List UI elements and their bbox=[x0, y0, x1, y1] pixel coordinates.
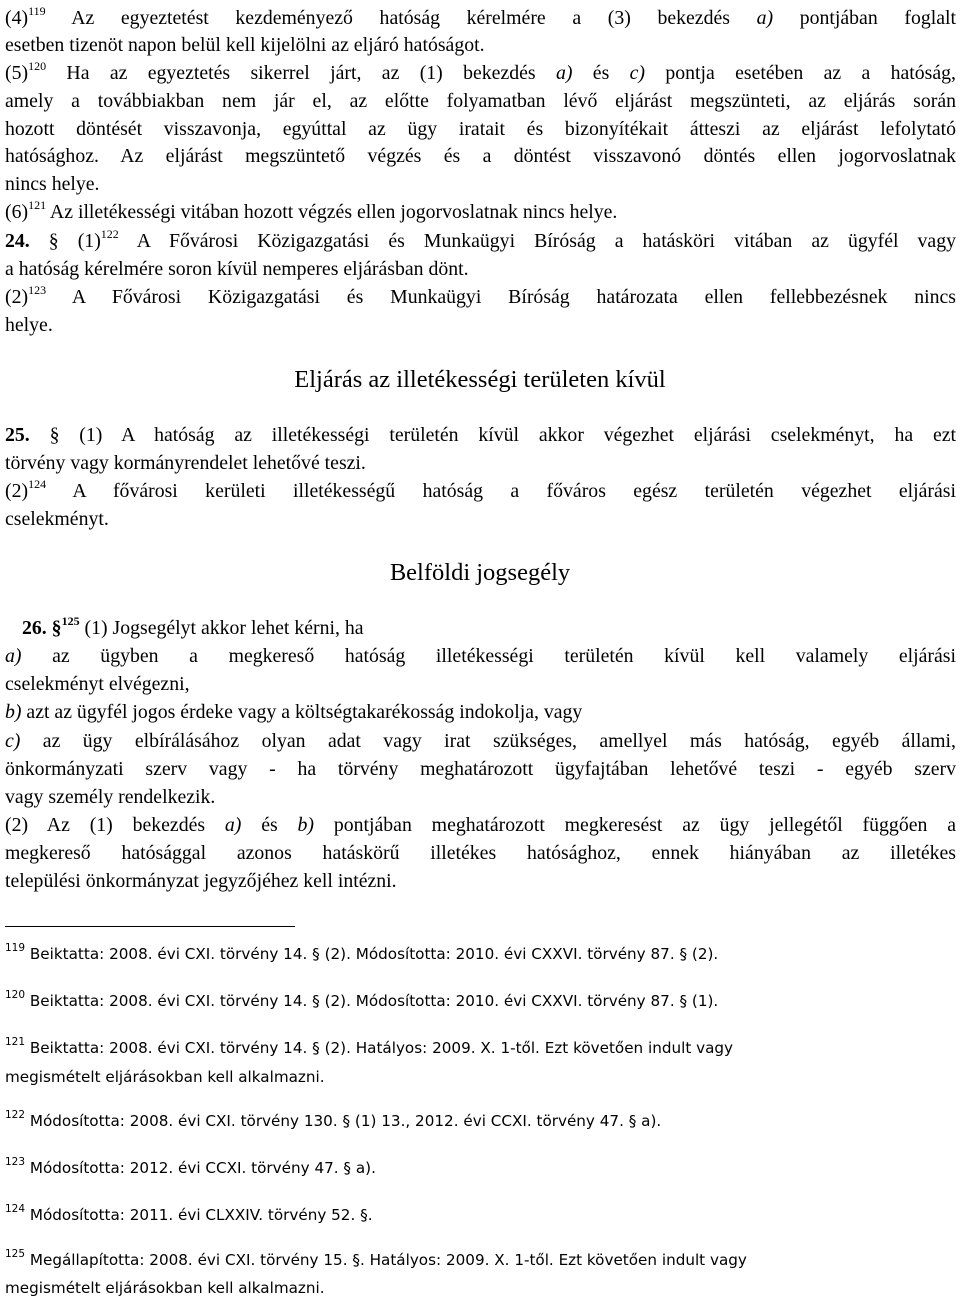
paragraph-line: nincs helye. bbox=[5, 173, 100, 195]
section-number: 25. bbox=[5, 424, 30, 446]
paragraph-line: $(2)^{123}$ A Fővárosi Közigazgatási és Munkaügyi Bíróság határozata ellen fellebbezésnek nincs bbox=[5, 283, 956, 308]
footnote-number: 119 bbox=[5, 942, 26, 954]
paragraph-line: megkereső hatósággal azonos hatáskörű illetékes hatósághoz, ennek hiányában az illetékes bbox=[5, 842, 956, 864]
footnote-number: 122 bbox=[5, 1109, 26, 1121]
paragraph-line: települési önkormányzat jegyzőjéhez kell intézni. bbox=[5, 870, 397, 892]
paragraph-line: $(2)^{124}$ A fővárosi kerületi illetékességű hatóság a főváros egész területén végezhet eljárási bbox=[5, 477, 956, 502]
section-number: 24. bbox=[5, 230, 30, 252]
paragraph-line: b) azt az ügyfél jogos érdeke vagy a költségtakarékosság indokolja, vagy bbox=[5, 701, 583, 723]
paragraph-line: (2) Az (1) bekezdés a) és b) pontjában meghatározott megkeresést az ügy jellegétől függően a bbox=[5, 814, 956, 836]
paragraph-line: önkormányzati szerv vagy - ha törvény meghatározott ügyfajtában lehetővé teszi - egyéb szerv bbox=[5, 758, 956, 780]
paragraph-line: $(6)^{121}$ Az illetékességi vitában hozott végzés ellen jogorvoslatnak nincs helye. bbox=[5, 198, 618, 223]
footnote-number: 124 bbox=[5, 1203, 26, 1215]
paragraph-line: 24. § $(1)^{122}$ A Fővárosi Közigazgatási és Munkaügyi Bíróság a hatásköri vitában az ügyfél vagy bbox=[5, 227, 956, 252]
paragraph-line: $(5)^{120}$ Ha az egyeztetés sikerrel járt, az (1) bekezdés a) és c) pontja esetében az a hatóság, bbox=[5, 59, 956, 84]
footnote-ref[interactable]: 120 bbox=[28, 59, 47, 73]
footnote: $^{122}$ Módosította: 2008. évi CXI. törvény 130. § (1) 13., 2012. évi CCXI. törvény 47. § a). bbox=[5, 1109, 662, 1130]
footnote-ref[interactable]: 125 bbox=[61, 614, 80, 628]
footnote-number: 123 bbox=[5, 1156, 26, 1168]
footnote-number: 121 bbox=[5, 1036, 26, 1048]
footnote-continuation: megismételt eljárásokban kell alkalmazni. bbox=[5, 1068, 325, 1086]
footnote: $^{125}$ Megállapította: 2008. évi CXI. törvény 15. §. Hatályos: 2009. X. 1-től. Ezt követően indult vagy bbox=[5, 1248, 747, 1269]
section-heading: Belföldi jogsegély bbox=[389, 559, 571, 586]
section-heading: Eljárás az illetékességi területen kívül bbox=[294, 366, 666, 393]
footnote-separator bbox=[5, 926, 295, 927]
paragraph-line: hozott döntését visszavonja, egyúttal az ügy iratait és bizonyítékait átteszi az eljárást lefolytató bbox=[5, 118, 956, 140]
paragraph-line: 25. § (1) A hatóság az illetékességi területén kívül akkor végezhet eljárási cselekményt, ha ezt bbox=[5, 424, 956, 446]
footnote-number: 125 bbox=[5, 1248, 26, 1260]
footnote-number: 120 bbox=[5, 989, 26, 1001]
footnote: $^{119}$ Beiktatta: 2008. évi CXI. törvény 14. § (2). Módosította: 2010. évi CXXVI. törvény 87. § (2). bbox=[5, 942, 719, 963]
footnote: $^{121}$ Beiktatta: 2008. évi CXI. törvény 14. § (2). Hatályos: 2009. X. 1-től. Ezt követően indult vagy bbox=[5, 1036, 734, 1057]
footnote: $^{124}$ Módosította: 2011. évi CLXXIV. törvény 52. §. bbox=[5, 1203, 373, 1224]
paragraph-line: hatósághoz. Az eljárást megszüntető végzés és a döntést visszavonó döntés ellen jogorvoslatnak bbox=[5, 145, 956, 167]
paragraph-line: cselekményt. bbox=[5, 508, 109, 530]
paragraph-line: esetben tizenöt napon belül kell kijelölni az eljáró hatóságot. bbox=[5, 34, 485, 56]
paragraph-line: c) az ügy elbírálásához olyan adat vagy irat szükséges, amellyel más hatóság, egyéb állami, bbox=[5, 730, 956, 752]
paragraph-line: $(4)^{119}$ Az egyeztetést kezdeményező hatóság kérelmére a (3) bekezdés a) pontjában foglalt bbox=[5, 4, 956, 29]
paragraph-line: helye. bbox=[5, 314, 53, 336]
footnote-ref[interactable]: 123 bbox=[28, 283, 47, 297]
footnote-continuation: megismételt eljárásokban kell alkalmazni. bbox=[5, 1279, 325, 1297]
section-number: 26. § bbox=[22, 617, 62, 639]
paragraph-line: vagy személy rendelkezik. bbox=[5, 786, 216, 808]
paragraph-line: amely a továbbiakban nem jár el, az előtte folyamatban lévő eljárást megszünteti, az eljárás során bbox=[5, 90, 956, 112]
paragraph-line: a hatóság kérelmére soron kívül nemperes eljárásban dönt. bbox=[5, 258, 469, 280]
paragraph-line: törvény vagy kormányrendelet lehetővé teszi. bbox=[5, 452, 366, 474]
footnote-ref[interactable]: 122 bbox=[100, 227, 119, 241]
footnote-ref[interactable]: 119 bbox=[28, 4, 46, 18]
paragraph-line: a) az ügyben a megkereső hatóság illetékességi területén kívül kell valamely eljárási bbox=[5, 645, 956, 667]
footnote-ref[interactable]: 121 bbox=[28, 198, 47, 212]
paragraph-line: 26. §$^{125}$ (1) Jogsegélyt akkor lehet kérni, ha bbox=[22, 614, 364, 639]
paragraph-line: cselekményt elvégezni, bbox=[5, 673, 190, 695]
footnote-ref[interactable]: 124 bbox=[28, 477, 47, 491]
footnote: $^{120}$ Beiktatta: 2008. évi CXI. törvény 14. § (2). Módosította: 2010. évi CXXVI. törvény 87. § (1). bbox=[5, 989, 719, 1010]
footnote: $^{123}$ Módosította: 2012. évi CCXI. törvény 47. § a). bbox=[5, 1156, 376, 1177]
